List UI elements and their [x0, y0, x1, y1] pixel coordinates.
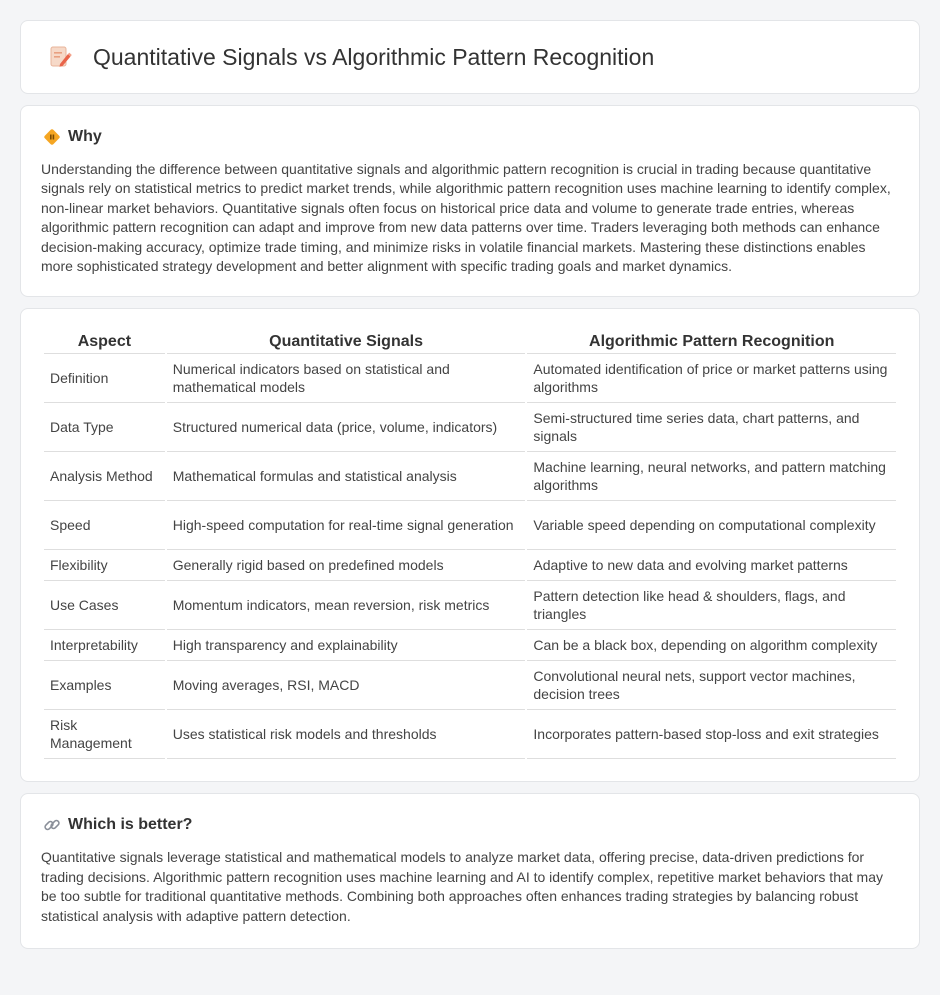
row-algorithmic: Can be a black box, depending on algorithm complexity — [527, 630, 896, 661]
row-quantitative: High-speed computation for real-time signal generation — [167, 501, 526, 550]
why-paragraph: Understanding the difference between quantitative signals and algorithmic pattern recognition is crucial in trading because quantitative signals rely on statistical metrics to predict market trends, while algorithmic pattern recognition uses machine learning to identify complex, non-linear market behaviors. Quantitative signals often focus on historical price data and volume to generate trade entries, whereas algorithmic pattern recognition can adapt and improve from new data patterns over time. Traders leveraging both methods can enhance decision-making accuracy, optimize trade timing, and minimize risks in volatile financial markets. Mastering these distinctions enables more sophisticated strategy development and better alignment with specific trading goals and market dynamics. — [41, 161, 891, 275]
title-card — [20, 20, 920, 94]
table-row — [44, 501, 896, 550]
which-is-better-section — [20, 793, 920, 949]
column-header-algorithmic-pattern-recognition: Algorithmic Pattern Recognition — [527, 329, 896, 354]
column-header-aspect: Aspect — [44, 329, 165, 354]
column-header-quantitative-signals: Quantitative Signals — [167, 329, 526, 354]
document-pencil-icon — [47, 44, 73, 70]
row-quantitative: Structured numerical data (price, volume, indicators) — [167, 403, 526, 452]
row-quantitative: Numerical indicators based on statistical and mathematical models — [167, 354, 526, 403]
better-heading-row — [41, 816, 899, 834]
why-heading: Why — [68, 128, 102, 145]
row-aspect: Definition — [44, 354, 165, 403]
table-row — [44, 550, 896, 581]
row-algorithmic: Incorporates pattern-based stop-loss and exit strategies — [527, 710, 896, 759]
link-icon — [43, 816, 61, 834]
table-row — [44, 581, 896, 630]
comparison-table-card — [20, 308, 920, 782]
row-aspect: Data Type — [44, 403, 165, 452]
table-row — [44, 452, 896, 501]
row-aspect: Use Cases — [44, 581, 165, 630]
row-algorithmic: Variable speed depending on computational complexity — [527, 501, 896, 550]
row-aspect: Analysis Method — [44, 452, 165, 501]
row-algorithmic: Machine learning, neural networks, and pattern matching algorithms — [527, 452, 896, 501]
row-aspect: Examples — [44, 661, 165, 710]
row-quantitative: Uses statistical risk models and thresholds — [167, 710, 526, 759]
better-heading: Which is better? — [68, 816, 193, 834]
diamond-signal-icon — [43, 128, 61, 146]
row-aspect: Interpretability — [44, 630, 165, 661]
table-row — [44, 630, 896, 661]
row-algorithmic: Convolutional neural nets, support vector machines, decision trees — [527, 661, 896, 710]
better-paragraph: Quantitative signals leverage statistical and mathematical models to analyze market data, offering precise, data-driven predictions for trading decisions. Algorithmic pattern recognition uses machine learning and AI to identify complex, repetitive market behaviors that may be too subtle for traditional quantitative methods. Combining both approaches often enhances trading strategies by balancing robust statistical analysis with adaptive pattern detection. — [41, 849, 883, 924]
row-algorithmic: Adaptive to new data and evolving market patterns — [527, 550, 896, 581]
table-row — [44, 354, 896, 403]
table-row — [44, 661, 896, 710]
row-algorithmic: Pattern detection like head & shoulders, flags, and triangles — [527, 581, 896, 630]
table-row — [44, 403, 896, 452]
row-quantitative: Mathematical formulas and statistical analysis — [167, 452, 526, 501]
row-algorithmic: Automated identification of price or market patterns using algorithms — [527, 354, 896, 403]
row-quantitative: Momentum indicators, mean reversion, risk metrics — [167, 581, 526, 630]
comparison-table — [42, 329, 898, 759]
row-aspect: Speed — [44, 501, 165, 550]
page-title: Quantitative Signals vs Algorithmic Pattern Recognition — [93, 43, 655, 70]
row-quantitative: Generally rigid based on predefined models — [167, 550, 526, 581]
table-header-row — [44, 329, 896, 354]
row-quantitative: Moving averages, RSI, MACD — [167, 661, 526, 710]
row-algorithmic: Semi-structured time series data, chart patterns, and signals — [527, 403, 896, 452]
row-aspect: Flexibility — [44, 550, 165, 581]
row-quantitative: High transparency and explainability — [167, 630, 526, 661]
why-section — [20, 105, 920, 297]
row-aspect: Risk Management — [44, 710, 165, 759]
table-row — [44, 710, 896, 759]
why-heading-row — [41, 128, 899, 146]
